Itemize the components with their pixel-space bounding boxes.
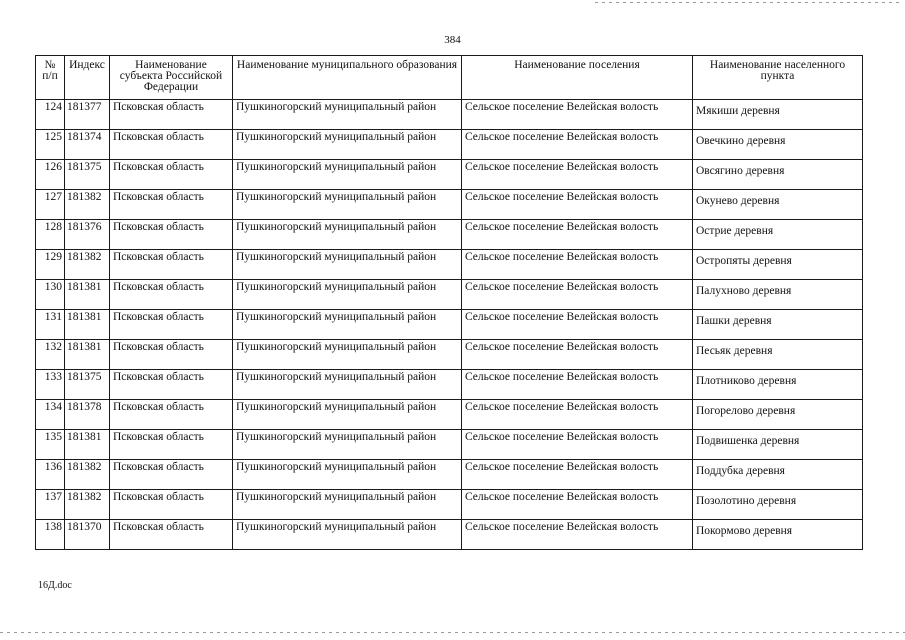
cell-settlement: Сельское поселение Велейская волость bbox=[462, 220, 693, 250]
cell-subject: Псковская область bbox=[110, 520, 233, 550]
scan-artifact-top bbox=[595, 2, 900, 3]
cell-num: 138 bbox=[36, 520, 65, 550]
cell-num: 130 bbox=[36, 280, 65, 310]
table-row bbox=[36, 520, 863, 550]
cell-subject: Псковская область bbox=[110, 370, 233, 400]
cell-index: 181382 bbox=[65, 190, 110, 220]
cell-num: 133 bbox=[36, 370, 65, 400]
table-row bbox=[36, 490, 863, 520]
cell-place: Плотниково деревня bbox=[693, 370, 863, 400]
header-index: Индекс bbox=[65, 56, 110, 100]
cell-index: 181375 bbox=[65, 370, 110, 400]
cell-subject: Псковская область bbox=[110, 490, 233, 520]
cell-num: 135 bbox=[36, 430, 65, 460]
header-subject: Наименование субъекта Российской Федерации bbox=[110, 56, 233, 100]
cell-subject: Псковская область bbox=[110, 280, 233, 310]
cell-place: Окунево деревня bbox=[693, 190, 863, 220]
cell-num: 128 bbox=[36, 220, 65, 250]
cell-settlement: Сельское поселение Велейская волость bbox=[462, 100, 693, 130]
cell-subject: Псковская область bbox=[110, 250, 233, 280]
cell-subject: Псковская область bbox=[110, 130, 233, 160]
cell-num: 137 bbox=[36, 490, 65, 520]
cell-place: Мякиши деревня bbox=[693, 100, 863, 130]
cell-subject: Псковская область bbox=[110, 400, 233, 430]
cell-settlement: Сельское поселение Велейская волость bbox=[462, 310, 693, 340]
cell-settlement: Сельское поселение Велейская волость bbox=[462, 250, 693, 280]
table-row bbox=[36, 370, 863, 400]
page-number: 384 bbox=[444, 34, 461, 46]
cell-settlement: Сельское поселение Велейская волость bbox=[462, 340, 693, 370]
table-row bbox=[36, 280, 863, 310]
cell-num: 134 bbox=[36, 400, 65, 430]
cell-place: Подвишенка деревня bbox=[693, 430, 863, 460]
cell-settlement: Сельское поселение Велейская волость bbox=[462, 400, 693, 430]
cell-place: Поддубка деревня bbox=[693, 460, 863, 490]
header-municipality: Наименование муниципального образования bbox=[233, 56, 462, 100]
cell-place: Овечкино деревня bbox=[693, 130, 863, 160]
registry-table bbox=[35, 55, 863, 550]
cell-index: 181378 bbox=[65, 400, 110, 430]
cell-subject: Псковская область bbox=[110, 160, 233, 190]
cell-settlement: Сельское поселение Велейская волость bbox=[462, 520, 693, 550]
cell-place: Покормово деревня bbox=[693, 520, 863, 550]
table-row bbox=[36, 310, 863, 340]
cell-settlement: Сельское поселение Велейская волость bbox=[462, 190, 693, 220]
table-row bbox=[36, 190, 863, 220]
cell-place: Пашки деревня bbox=[693, 310, 863, 340]
cell-num: 131 bbox=[36, 310, 65, 340]
cell-municipality: Пушкиногорский муниципальный район bbox=[233, 130, 462, 160]
cell-municipality: Пушкиногорский муниципальный район bbox=[233, 190, 462, 220]
cell-index: 181376 bbox=[65, 220, 110, 250]
header-num: № п/п bbox=[36, 56, 65, 100]
cell-municipality: Пушкиногорский муниципальный район bbox=[233, 430, 462, 460]
cell-municipality: Пушкиногорский муниципальный район bbox=[233, 160, 462, 190]
cell-place: Палухново деревня bbox=[693, 280, 863, 310]
cell-municipality: Пушкиногорский муниципальный район bbox=[233, 310, 462, 340]
cell-municipality: Пушкиногорский муниципальный район bbox=[233, 460, 462, 490]
cell-num: 125 bbox=[36, 130, 65, 160]
cell-municipality: Пушкиногорский муниципальный район bbox=[233, 520, 462, 550]
cell-index: 181381 bbox=[65, 340, 110, 370]
cell-index: 181381 bbox=[65, 280, 110, 310]
cell-municipality: Пушкиногорский муниципальный район bbox=[233, 280, 462, 310]
header-row bbox=[36, 56, 863, 100]
cell-num: 136 bbox=[36, 460, 65, 490]
cell-place: Овсягино деревня bbox=[693, 160, 863, 190]
cell-place: Песьяк деревня bbox=[693, 340, 863, 370]
footer-file-name: 16Д.doc bbox=[38, 580, 72, 591]
cell-place: Остропяты деревня bbox=[693, 250, 863, 280]
table-row bbox=[36, 160, 863, 190]
cell-subject: Псковская область bbox=[110, 100, 233, 130]
table-header bbox=[36, 56, 863, 100]
cell-index: 181381 bbox=[65, 430, 110, 460]
cell-subject: Псковская область bbox=[110, 220, 233, 250]
table-row bbox=[36, 220, 863, 250]
cell-settlement: Сельское поселение Велейская волость bbox=[462, 460, 693, 490]
cell-municipality: Пушкиногорский муниципальный район bbox=[233, 370, 462, 400]
cell-num: 127 bbox=[36, 190, 65, 220]
cell-settlement: Сельское поселение Велейская волость bbox=[462, 370, 693, 400]
cell-subject: Псковская область bbox=[110, 430, 233, 460]
scan-artifact-bottom bbox=[0, 632, 905, 633]
cell-municipality: Пушкиногорский муниципальный район bbox=[233, 490, 462, 520]
cell-settlement: Сельское поселение Велейская волость bbox=[462, 280, 693, 310]
cell-settlement: Сельское поселение Велейская волость bbox=[462, 490, 693, 520]
cell-index: 181382 bbox=[65, 250, 110, 280]
cell-settlement: Сельское поселение Велейская волость bbox=[462, 430, 693, 460]
table-row bbox=[36, 130, 863, 160]
cell-place: Погорелово деревня bbox=[693, 400, 863, 430]
table-body bbox=[36, 100, 863, 550]
cell-index: 181381 bbox=[65, 310, 110, 340]
cell-municipality: Пушкиногорский муниципальный район bbox=[233, 220, 462, 250]
table-row bbox=[36, 250, 863, 280]
cell-municipality: Пушкиногорский муниципальный район bbox=[233, 100, 462, 130]
table-row bbox=[36, 340, 863, 370]
cell-index: 181377 bbox=[65, 100, 110, 130]
cell-place: Позолотино деревня bbox=[693, 490, 863, 520]
cell-index: 181382 bbox=[65, 490, 110, 520]
table-row bbox=[36, 100, 863, 130]
cell-municipality: Пушкиногорский муниципальный район bbox=[233, 400, 462, 430]
cell-num: 124 bbox=[36, 100, 65, 130]
cell-place: Острие деревня bbox=[693, 220, 863, 250]
header-settlement: Наименование поселения bbox=[462, 56, 693, 100]
cell-subject: Псковская область bbox=[110, 310, 233, 340]
cell-num: 126 bbox=[36, 160, 65, 190]
cell-index: 181374 bbox=[65, 130, 110, 160]
cell-num: 129 bbox=[36, 250, 65, 280]
cell-subject: Псковская область bbox=[110, 190, 233, 220]
cell-subject: Псковская область bbox=[110, 340, 233, 370]
cell-num: 132 bbox=[36, 340, 65, 370]
header-place: Наименование населенного пункта bbox=[693, 56, 863, 100]
cell-index: 181375 bbox=[65, 160, 110, 190]
cell-index: 181382 bbox=[65, 460, 110, 490]
table-row bbox=[36, 430, 863, 460]
table-row bbox=[36, 460, 863, 490]
cell-settlement: Сельское поселение Велейская волость bbox=[462, 160, 693, 190]
cell-subject: Псковская область bbox=[110, 460, 233, 490]
cell-municipality: Пушкиногорский муниципальный район bbox=[233, 340, 462, 370]
cell-municipality: Пушкиногорский муниципальный район bbox=[233, 250, 462, 280]
table-row bbox=[36, 400, 863, 430]
cell-settlement: Сельское поселение Велейская волость bbox=[462, 130, 693, 160]
cell-index: 181370 bbox=[65, 520, 110, 550]
